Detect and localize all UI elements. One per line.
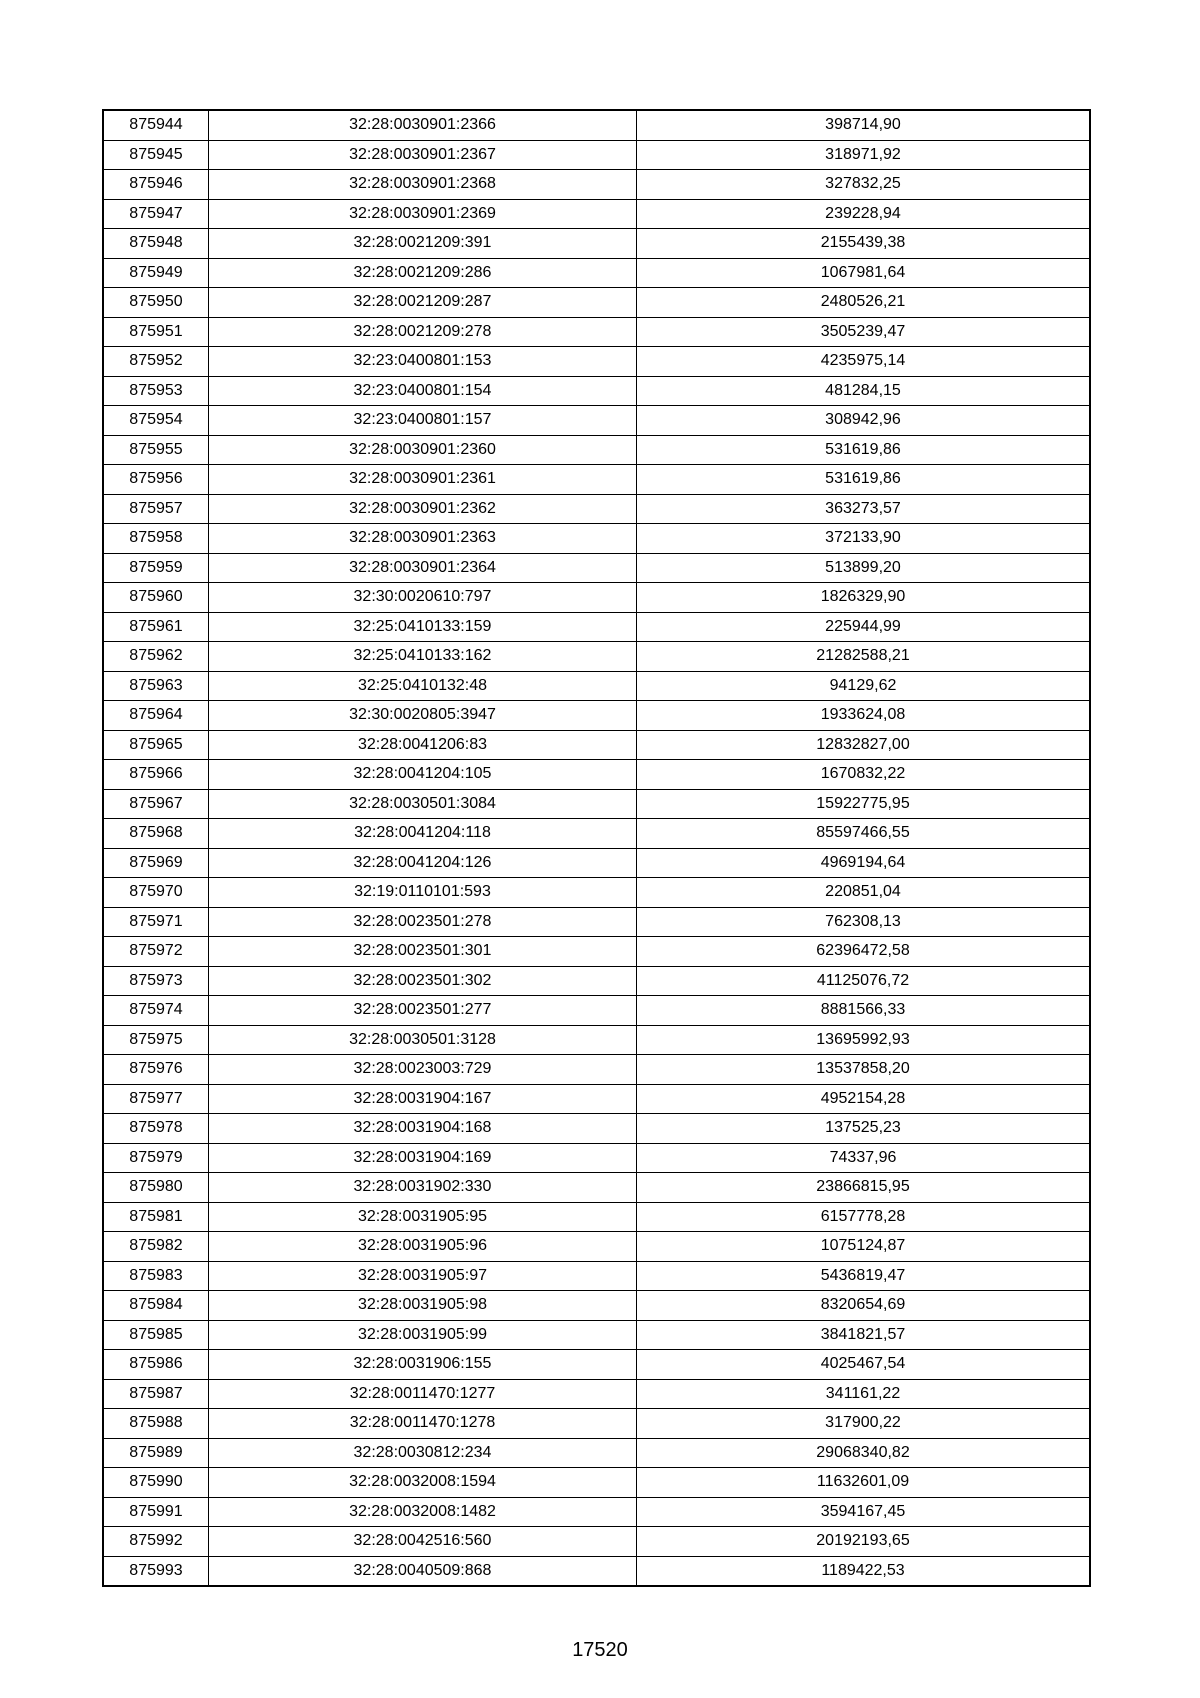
table-row	[103, 642, 1090, 672]
cadastral-number-cell: 32:28:0021209:286	[209, 258, 637, 288]
table-row	[103, 1114, 1090, 1144]
cadastral-value-cell: 308942,96	[637, 406, 1091, 436]
cadastral-value-table	[102, 109, 1091, 1587]
cadastral-number-cell: 32:28:0030901:2364	[209, 553, 637, 583]
row-number-cell: 875989	[103, 1438, 209, 1468]
row-number-cell: 875950	[103, 288, 209, 318]
row-number-cell: 875975	[103, 1025, 209, 1055]
row-number-cell: 875977	[103, 1084, 209, 1114]
table-row	[103, 1084, 1090, 1114]
cadastral-number-cell: 32:28:0030501:3128	[209, 1025, 637, 1055]
table-row	[103, 819, 1090, 849]
cadastral-value-cell: 341161,22	[637, 1379, 1091, 1409]
cadastral-value-cell: 1933624,08	[637, 701, 1091, 731]
table-row	[103, 376, 1090, 406]
row-number-cell: 875947	[103, 199, 209, 229]
row-number-cell: 875959	[103, 553, 209, 583]
table-row	[103, 1320, 1090, 1350]
row-number-cell: 875972	[103, 937, 209, 967]
row-number-cell: 875993	[103, 1556, 209, 1586]
cadastral-number-cell: 32:28:0031905:97	[209, 1261, 637, 1291]
cadastral-value-cell: 327832,25	[637, 170, 1091, 200]
cadastral-value-cell: 513899,20	[637, 553, 1091, 583]
cadastral-number-cell: 32:28:0041204:118	[209, 819, 637, 849]
cadastral-number-cell: 32:28:0021209:391	[209, 229, 637, 259]
row-number-cell: 875985	[103, 1320, 209, 1350]
table-row	[103, 199, 1090, 229]
cadastral-value-cell: 94129,62	[637, 671, 1091, 701]
table-row	[103, 347, 1090, 377]
row-number-cell: 875945	[103, 140, 209, 170]
cadastral-value-cell: 372133,90	[637, 524, 1091, 554]
cadastral-number-cell: 32:28:0031905:98	[209, 1291, 637, 1321]
table-row	[103, 789, 1090, 819]
table-row	[103, 1202, 1090, 1232]
table-row	[103, 110, 1090, 140]
row-number-cell: 875973	[103, 966, 209, 996]
row-number-cell: 875976	[103, 1055, 209, 1085]
cadastral-value-cell: 1826329,90	[637, 583, 1091, 613]
cadastral-number-cell: 32:28:0032008:1482	[209, 1497, 637, 1527]
row-number-cell: 875978	[103, 1114, 209, 1144]
cadastral-number-cell: 32:28:0030901:2367	[209, 140, 637, 170]
table-row	[103, 848, 1090, 878]
cadastral-value-cell: 398714,90	[637, 110, 1091, 140]
table-row	[103, 878, 1090, 908]
cadastral-value-cell: 2480526,21	[637, 288, 1091, 318]
cadastral-number-cell: 32:28:0031904:167	[209, 1084, 637, 1114]
cadastral-value-cell: 239228,94	[637, 199, 1091, 229]
table-row	[103, 465, 1090, 495]
cadastral-value-cell: 531619,86	[637, 435, 1091, 465]
table-body	[103, 110, 1090, 1586]
table-row	[103, 907, 1090, 937]
cadastral-number-cell: 32:28:0030501:3084	[209, 789, 637, 819]
row-number-cell: 875958	[103, 524, 209, 554]
table-row	[103, 288, 1090, 318]
row-number-cell: 875961	[103, 612, 209, 642]
row-number-cell: 875979	[103, 1143, 209, 1173]
cadastral-number-cell: 32:19:0110101:593	[209, 878, 637, 908]
cadastral-value-cell: 762308,13	[637, 907, 1091, 937]
cadastral-number-cell: 32:28:0031905:95	[209, 1202, 637, 1232]
cadastral-number-cell: 32:28:0021209:287	[209, 288, 637, 318]
cadastral-number-cell: 32:25:0410132:48	[209, 671, 637, 701]
cadastral-number-cell: 32:28:0030901:2360	[209, 435, 637, 465]
cadastral-value-cell: 318971,92	[637, 140, 1091, 170]
row-number-cell: 875966	[103, 760, 209, 790]
cadastral-number-cell: 32:28:0030901:2368	[209, 170, 637, 200]
row-number-cell: 875955	[103, 435, 209, 465]
row-number-cell: 875954	[103, 406, 209, 436]
row-number-cell: 875981	[103, 1202, 209, 1232]
row-number-cell: 875952	[103, 347, 209, 377]
row-number-cell: 875988	[103, 1409, 209, 1439]
table-row	[103, 760, 1090, 790]
cadastral-value-cell: 3505239,47	[637, 317, 1091, 347]
row-number-cell: 875967	[103, 789, 209, 819]
table-row	[103, 1173, 1090, 1203]
table-row	[103, 966, 1090, 996]
cadastral-number-cell: 32:23:0400801:154	[209, 376, 637, 406]
table-row	[103, 937, 1090, 967]
cadastral-number-cell: 32:23:0400801:157	[209, 406, 637, 436]
table-row	[103, 583, 1090, 613]
row-number-cell: 875953	[103, 376, 209, 406]
row-number-cell: 875948	[103, 229, 209, 259]
row-number-cell: 875951	[103, 317, 209, 347]
row-number-cell: 875963	[103, 671, 209, 701]
row-number-cell: 875982	[103, 1232, 209, 1262]
cadastral-number-cell: 32:28:0030901:2363	[209, 524, 637, 554]
cadastral-number-cell: 32:28:0031905:96	[209, 1232, 637, 1262]
cadastral-number-cell: 32:28:0042516:560	[209, 1527, 637, 1557]
cadastral-value-cell: 1075124,87	[637, 1232, 1091, 1262]
cadastral-value-cell: 13537858,20	[637, 1055, 1091, 1085]
table-row	[103, 524, 1090, 554]
cadastral-value-cell: 13695992,93	[637, 1025, 1091, 1055]
table-row	[103, 1409, 1090, 1439]
cadastral-value-cell: 11632601,09	[637, 1468, 1091, 1498]
cadastral-value-cell: 62396472,58	[637, 937, 1091, 967]
cadastral-number-cell: 32:28:0030901:2362	[209, 494, 637, 524]
row-number-cell: 875991	[103, 1497, 209, 1527]
table-row	[103, 1143, 1090, 1173]
table-row	[103, 701, 1090, 731]
cadastral-value-cell: 317900,22	[637, 1409, 1091, 1439]
table-row	[103, 1379, 1090, 1409]
table-row	[103, 1497, 1090, 1527]
table-row	[103, 553, 1090, 583]
cadastral-number-cell: 32:28:0023501:301	[209, 937, 637, 967]
cadastral-value-cell: 5436819,47	[637, 1261, 1091, 1291]
table-row	[103, 140, 1090, 170]
page-number: 17520	[572, 1639, 628, 1661]
cadastral-value-cell: 1670832,22	[637, 760, 1091, 790]
table-row	[103, 671, 1090, 701]
table-row	[103, 1232, 1090, 1262]
cadastral-value-cell: 29068340,82	[637, 1438, 1091, 1468]
table-row	[103, 1025, 1090, 1055]
cadastral-value-cell: 74337,96	[637, 1143, 1091, 1173]
cadastral-number-cell: 32:28:0030901:2366	[209, 110, 637, 140]
row-number-cell: 875980	[103, 1173, 209, 1203]
cadastral-number-cell: 32:25:0410133:159	[209, 612, 637, 642]
table-row	[103, 1350, 1090, 1380]
row-number-cell: 875974	[103, 996, 209, 1026]
cadastral-number-cell: 32:30:0020610:797	[209, 583, 637, 613]
row-number-cell: 875956	[103, 465, 209, 495]
cadastral-number-cell: 32:28:0031902:330	[209, 1173, 637, 1203]
row-number-cell: 875990	[103, 1468, 209, 1498]
cadastral-number-cell: 32:28:0030901:2369	[209, 199, 637, 229]
row-number-cell: 875960	[103, 583, 209, 613]
cadastral-value-cell: 6157778,28	[637, 1202, 1091, 1232]
row-number-cell: 875946	[103, 170, 209, 200]
table-row	[103, 1527, 1090, 1557]
cadastral-value-cell: 41125076,72	[637, 966, 1091, 996]
row-number-cell: 875970	[103, 878, 209, 908]
table-row	[103, 317, 1090, 347]
row-number-cell: 875983	[103, 1261, 209, 1291]
table-row	[103, 1438, 1090, 1468]
cadastral-number-cell: 32:30:0020805:3947	[209, 701, 637, 731]
cadastral-number-cell: 32:28:0023501:277	[209, 996, 637, 1026]
cadastral-number-cell: 32:28:0031906:155	[209, 1350, 637, 1380]
cadastral-value-cell: 8881566,33	[637, 996, 1091, 1026]
cadastral-value-cell: 2155439,38	[637, 229, 1091, 259]
row-number-cell: 875992	[103, 1527, 209, 1557]
cadastral-number-cell: 32:23:0400801:153	[209, 347, 637, 377]
table-row	[103, 730, 1090, 760]
cadastral-number-cell: 32:28:0031904:169	[209, 1143, 637, 1173]
cadastral-number-cell: 32:28:0023501:302	[209, 966, 637, 996]
row-number-cell: 875962	[103, 642, 209, 672]
cadastral-value-cell: 4235975,14	[637, 347, 1091, 377]
row-number-cell: 875965	[103, 730, 209, 760]
table-row	[103, 435, 1090, 465]
cadastral-number-cell: 32:28:0021209:278	[209, 317, 637, 347]
row-number-cell: 875971	[103, 907, 209, 937]
cadastral-number-cell: 32:28:0032008:1594	[209, 1468, 637, 1498]
cadastral-number-cell: 32:28:0030812:234	[209, 1438, 637, 1468]
cadastral-value-cell: 85597466,55	[637, 819, 1091, 849]
cadastral-value-cell: 3594167,45	[637, 1497, 1091, 1527]
cadastral-value-cell: 23866815,95	[637, 1173, 1091, 1203]
cadastral-value-cell: 21282588,21	[637, 642, 1091, 672]
table-row	[103, 1468, 1090, 1498]
table-row	[103, 1055, 1090, 1085]
cadastral-value-cell: 12832827,00	[637, 730, 1091, 760]
row-number-cell: 875944	[103, 110, 209, 140]
row-number-cell: 875964	[103, 701, 209, 731]
cadastral-number-cell: 32:28:0040509:868	[209, 1556, 637, 1586]
cadastral-number-cell: 32:25:0410133:162	[209, 642, 637, 672]
cadastral-value-cell: 4025467,54	[637, 1350, 1091, 1380]
cadastral-number-cell: 32:28:0023501:278	[209, 907, 637, 937]
cadastral-number-cell: 32:28:0031904:168	[209, 1114, 637, 1144]
cadastral-value-cell: 225944,99	[637, 612, 1091, 642]
cadastral-number-cell: 32:28:0041204:105	[209, 760, 637, 790]
table-row	[103, 494, 1090, 524]
table-row	[103, 406, 1090, 436]
row-number-cell: 875949	[103, 258, 209, 288]
row-number-cell: 875986	[103, 1350, 209, 1380]
cadastral-number-cell: 32:28:0011470:1278	[209, 1409, 637, 1439]
table-row	[103, 170, 1090, 200]
row-number-cell: 875969	[103, 848, 209, 878]
cadastral-value-cell: 137525,23	[637, 1114, 1091, 1144]
cadastral-value-cell: 4969194,64	[637, 848, 1091, 878]
table-row	[103, 612, 1090, 642]
cadastral-number-cell: 32:28:0030901:2361	[209, 465, 637, 495]
table-row	[103, 1556, 1090, 1586]
table-row	[103, 1261, 1090, 1291]
cadastral-value-cell: 4952154,28	[637, 1084, 1091, 1114]
table-row	[103, 1291, 1090, 1321]
row-number-cell: 875957	[103, 494, 209, 524]
cadastral-number-cell: 32:28:0041206:83	[209, 730, 637, 760]
cadastral-value-cell: 3841821,57	[637, 1320, 1091, 1350]
cadastral-value-cell: 363273,57	[637, 494, 1091, 524]
cadastral-value-cell: 481284,15	[637, 376, 1091, 406]
cadastral-value-cell: 15922775,95	[637, 789, 1091, 819]
cadastral-value-cell: 1189422,53	[637, 1556, 1091, 1586]
cadastral-value-cell: 20192193,65	[637, 1527, 1091, 1557]
cadastral-number-cell: 32:28:0041204:126	[209, 848, 637, 878]
cadastral-value-cell: 8320654,69	[637, 1291, 1091, 1321]
table-row	[103, 258, 1090, 288]
table-row	[103, 229, 1090, 259]
row-number-cell: 875984	[103, 1291, 209, 1321]
row-number-cell: 875968	[103, 819, 209, 849]
cadastral-number-cell: 32:28:0011470:1277	[209, 1379, 637, 1409]
cadastral-value-cell: 1067981,64	[637, 258, 1091, 288]
table-row	[103, 996, 1090, 1026]
cadastral-value-cell: 531619,86	[637, 465, 1091, 495]
cadastral-number-cell: 32:28:0031905:99	[209, 1320, 637, 1350]
cadastral-number-cell: 32:28:0023003:729	[209, 1055, 637, 1085]
row-number-cell: 875987	[103, 1379, 209, 1409]
cadastral-value-cell: 220851,04	[637, 878, 1091, 908]
